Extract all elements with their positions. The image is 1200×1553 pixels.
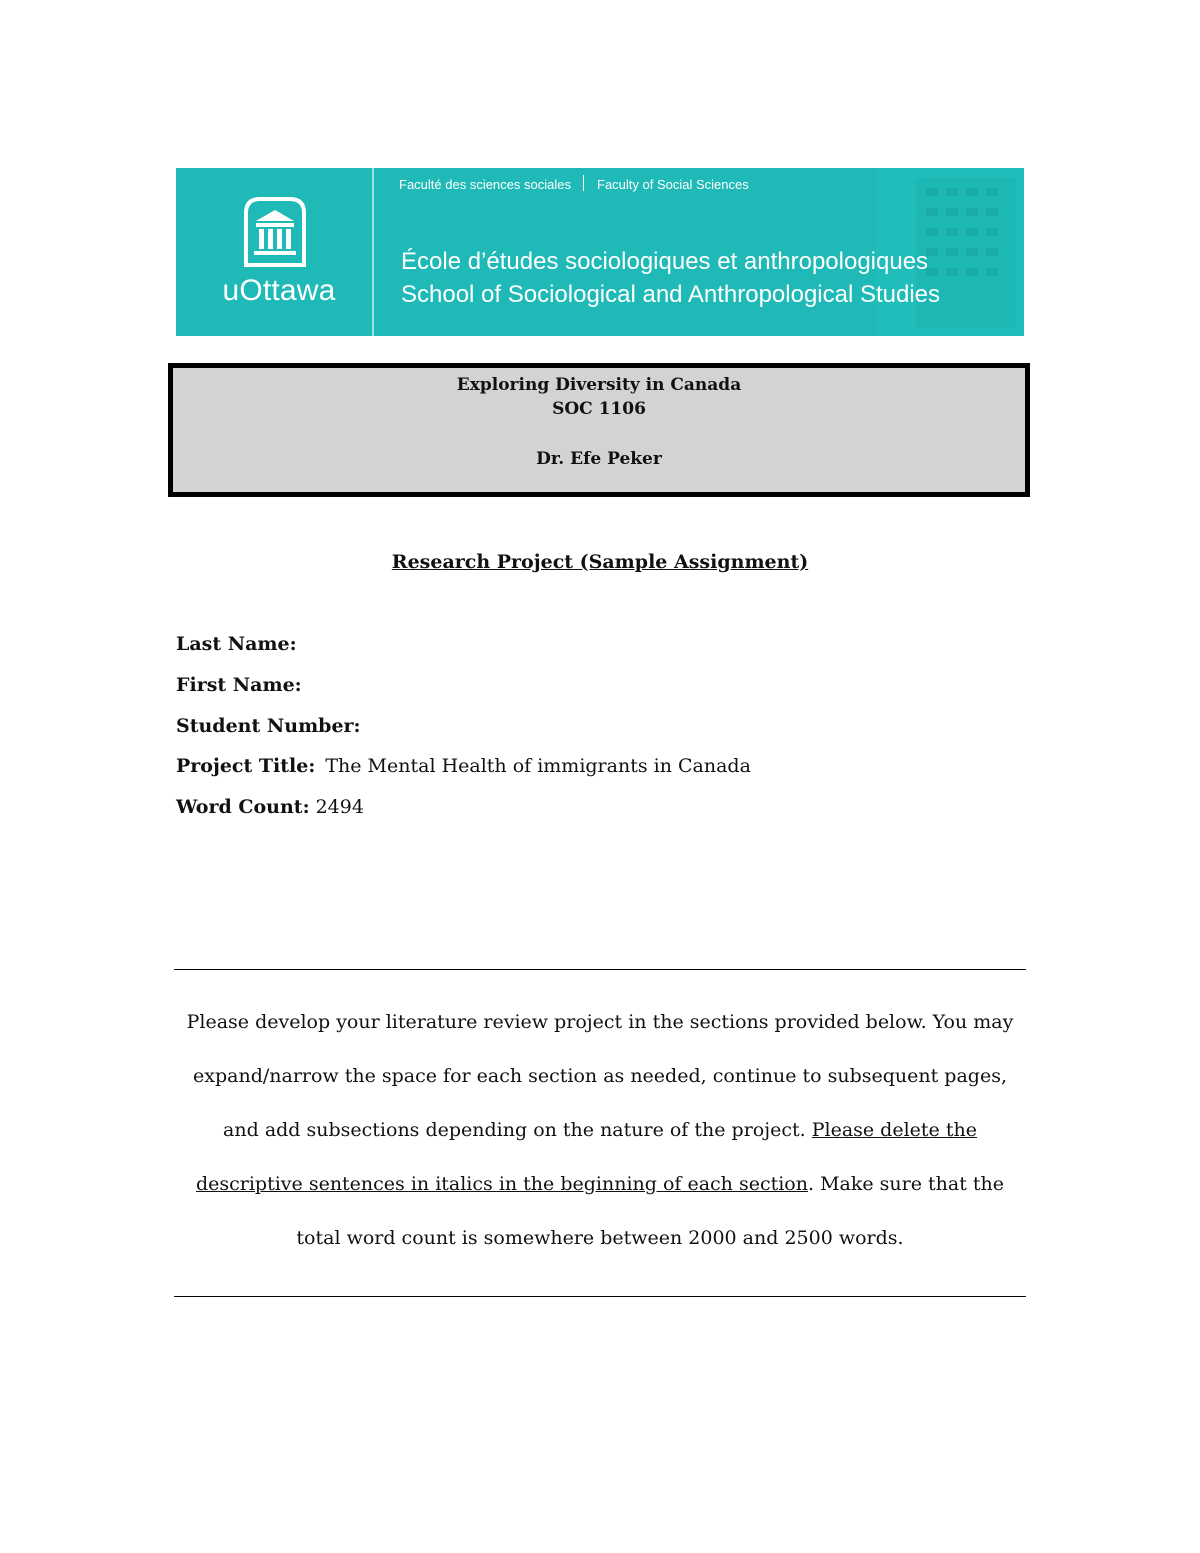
top-rule: [174, 969, 1026, 970]
course-title: Exploring Diversity in Canada: [456, 375, 742, 395]
instructor-name: Dr. Efe Peker: [536, 449, 662, 469]
first-name-label: First Name:: [176, 674, 302, 696]
faculty-banner: [176, 168, 1024, 336]
faculty-separator: [583, 175, 584, 191]
school-name-french: École d’études sociologiques et anthropologiques: [401, 248, 929, 275]
instructions-underlined-text: Please delete the descriptive sentences in italics in the beginning of each section: [195, 1119, 977, 1195]
bottom-rule: [174, 1296, 1026, 1297]
last-name-label: Last Name:: [176, 633, 297, 655]
instructions-paragraph: [176, 995, 1024, 1265]
university-building-icon: [242, 195, 308, 267]
word-count-field: [176, 796, 364, 818]
last-name-field: [176, 633, 303, 655]
student-number-field: [176, 715, 367, 737]
project-title-label: Project Title:: [176, 755, 316, 777]
school-name-english: School of Sociological and Anthropological Studies: [401, 281, 941, 308]
banner-divider: [372, 168, 374, 336]
instructions-text-part1: Please develop your literature review project in the sections provided below. You may expand/narrow the space for each section as needed, continue to subsequent pages, and add subsections depending on the nature of the project.: [186, 1011, 1014, 1141]
instructions-text-part2: . Make sure that the total word count is somewhere between 2000 and 2500 words.: [296, 1173, 1005, 1249]
student-number-label: Student Number:: [176, 715, 361, 737]
word-count-label: Word Count:: [176, 796, 310, 818]
university-name: uOttawa: [222, 274, 336, 307]
faculty-name-english: Faculty of Social Sciences: [597, 177, 749, 192]
project-title-value: The Mental Health of immigrants in Canada: [325, 755, 751, 777]
project-title-field: [176, 755, 751, 777]
first-name-field: [176, 674, 308, 696]
faculty-name-french: Faculté des sciences sociales: [399, 177, 571, 192]
course-info-box: [168, 363, 1030, 497]
project-heading: Research Project (Sample Assignment): [391, 551, 809, 573]
word-count-value: 2494: [315, 796, 364, 818]
course-code: SOC 1106: [552, 399, 646, 419]
